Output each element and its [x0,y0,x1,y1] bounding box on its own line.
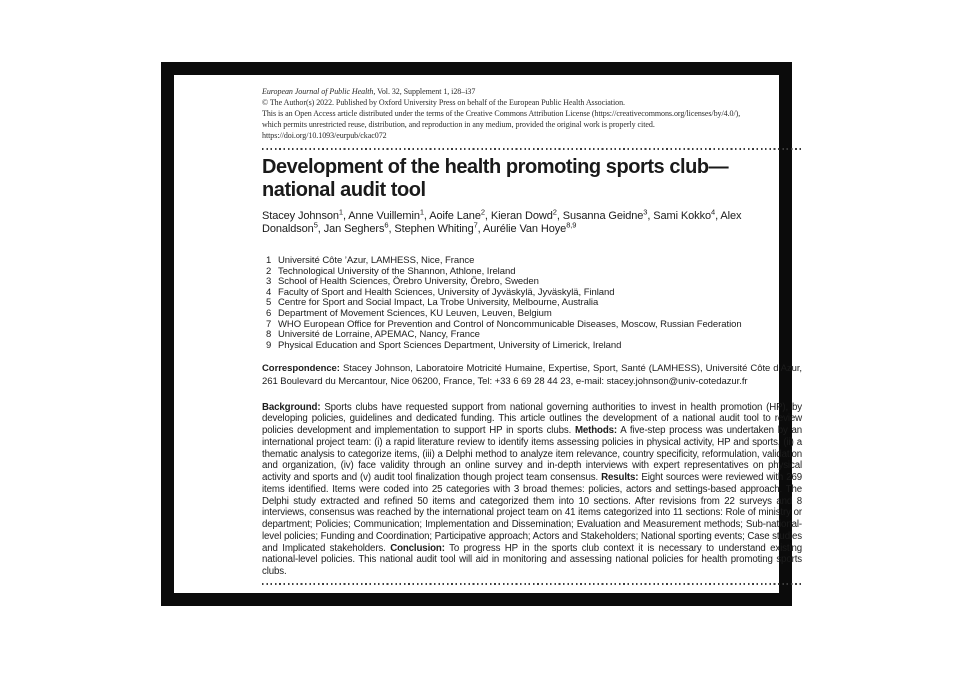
affiliation-number: 6 [266,307,272,319]
affiliation-text: School of Health Sciences, Örebro University, Örebro, Sweden [278,276,539,288]
author-affiliation-superscript: 1 [419,207,424,217]
document-page [161,62,802,606]
article-title-line-2: national audit tool [262,179,426,201]
affiliation-number: 7 [266,318,272,330]
author-name: Stephen Whiting$^7$ [394,220,478,235]
article-title [262,156,802,202]
author-name: Susanna Geidne$^3$ [562,207,648,222]
copyright-line: © The Author(s) 2022. Published by Oxford University Press on behalf of the European Public Health Association. [262,98,625,107]
author-affiliation-superscript: 1 [338,207,343,217]
affiliation-text: Faculty of Sport and Health Sciences, University of Jyväskylä, Jyväskylä, Finland [278,286,615,298]
author-name: Kieran Dowd$^2$ [490,207,557,222]
abstract-paragraph: Background: Sports clubs have requested support from national governing authorities to invest in health promotion (HP), by developing policies, guidelines and dedicated funding. This article outlines the development of a national audit tool to review policies development and implementation to support HP in sports clubs. Methods: A five-step process was undertaken by an international project team: (i) a rapid literature review to identify items assessing policies in physical activity, HP and sports, (ii) a thematic analysis to categorize items, (iii) a Delphi method to analyze item relevance, country specificity, reformulation, validation and organization, (iv) face validity through an online survey and in-depth interviews with expert representatives on physical activity and sports and (v) audit tool finalization though project team consensus. Results: Eight sources were reviewed with 269 items identified. Items were coded into 25 categories with 3 broad themes: policies, actors and settings-based approach. The Delphi study extracted and refined 50 items and categorized them into 10 sections. After revisions from 22 surveys and 8 interviews, consensus was reached by the international project team on 41 items categorized into 11 sections: Role of ministry or department; Policies; Communication; Implementation and Dissemination; Evaluation and Measurement methods; Sub-national-level policies; Funding and Coordination; Participative approach; Actors and Stakeholders; National sporting events; Case studies and Implicated stakeholders. Conclusion: To progress HP in the sports club context it is necessary to understand existing national-level policies. This national audit tool will aid in monitoring and assessing national policies for health promoting sports clubs. [262,401,802,578]
affiliation-text: Department of Movement Sciences, KU Leuven, Leuven, Belgium [278,307,552,319]
doi-line: https://doi.org/10.1093/eurpub/ckac072 [262,131,387,140]
author-affiliation-superscript: 4 [711,207,716,217]
author-affiliation-superscript: 5 [313,220,318,230]
affiliation-number: 4 [266,286,272,298]
affiliation-text: Technological University of the Shannon, Athlone, Ireland [278,265,516,277]
author-affiliation-superscript: 2 [552,207,557,217]
author-name: Stacey Johnson$^1$ [262,207,343,222]
author-name: Alex Donaldson$^5$ [262,210,742,235]
affiliation-list [262,256,802,351]
dotted-divider-top [262,148,802,150]
affiliation-number: 8 [266,329,272,341]
author-affiliation-superscript: 3 [643,207,648,217]
journal-name: European Journal of Public Health [262,87,374,96]
author-name: Aoife Lane$^2$ [429,207,485,222]
author-list: Stacey Johnson$^1$, Anne Vuillemin$^1$, Aoife Lane$^2$, Kieran Dowd$^2$, Susanna Geidne$^3$, Sami Kokko$^4$, Alex Donaldson$^5$, Jan Seghers$^6$, Stephen Whiting$^7$, Aurélie Van Hoye$^{8,9}$ [262,207,742,235]
affiliation-text: WHO European Office for Prevention and Control of Noncommunicable Diseases, Moscow, Russian Federation [278,318,742,330]
correspondence-label: Correspondence: [262,363,340,375]
affiliation-text: Université Côte ’Azur, LAMHESS, Nice, France [278,255,475,266]
affiliation-item [266,309,802,320]
correspondence-text: Stacey Johnson, Laboratoire Motricité Humaine, Expertise, Sport, Santé (LAMHESS), Université Côte d’Azur, 261 Boulevard du Mercantour, Nice 06200, France, Tel: +33 6 69 28 44 23, e-mail: stacey.johnson@univ-cotedazur.fr [262,363,802,387]
page-content [262,86,802,585]
license-line-1: This is an Open Access article distributed under the terms of the Creative Commons Attribution License (https://creativecommons.org/licenses/by/4.0/), [262,109,741,118]
affiliation-text: Centre for Sport and Social Impact, La Trobe University, Melbourne, Australia [278,297,599,309]
affiliation-number: 5 [266,297,272,309]
correspondence-note [262,363,802,388]
author-affiliation-superscript: 7 [473,220,478,230]
journal-header [262,86,802,141]
license-line-2: which permits unrestricted reuse, distribution, and reproduction in any medium, provided the original work is properly cited. [262,120,655,129]
author-name: Sami Kokko$^4$ [653,207,716,222]
affiliation-text: Université de Lorraine, APEMAC, Nancy, France [278,329,480,341]
journal-volume-info: , Vol. 32, Supplement 1, i28–i37 [373,87,476,96]
affiliation-number: 3 [266,276,272,288]
affiliation-number: 2 [266,265,272,277]
abstract-section-label: Results: [601,472,639,484]
affiliation-number: 9 [266,339,272,351]
author-affiliation-superscript: 6 [384,220,389,230]
dotted-divider-bottom [262,583,802,585]
abstract-section-label: Background: [262,401,321,413]
journal-line [262,86,802,97]
affiliation-number: 1 [266,255,272,266]
abstract-section-label: Conclusion: [390,542,445,554]
affiliation-text: Physical Education and Sport Sciences Department, University of Limerick, Ireland [278,339,622,351]
author-name: Jan Seghers$^6$ [323,220,389,235]
author-name: Anne Vuillemin$^1$ [348,207,424,222]
author-affiliation-superscript: 2 [480,207,485,217]
article-title-line-1: Development of the health promoting sports club— [262,156,729,178]
author-affiliation-superscript: 8,9 [566,220,577,230]
abstract-section-label: Methods: [574,425,618,437]
affiliation-item [266,256,802,267]
affiliation-item [266,341,802,352]
author-name: Aurélie Van Hoye$^{8,9}$ [482,220,577,235]
